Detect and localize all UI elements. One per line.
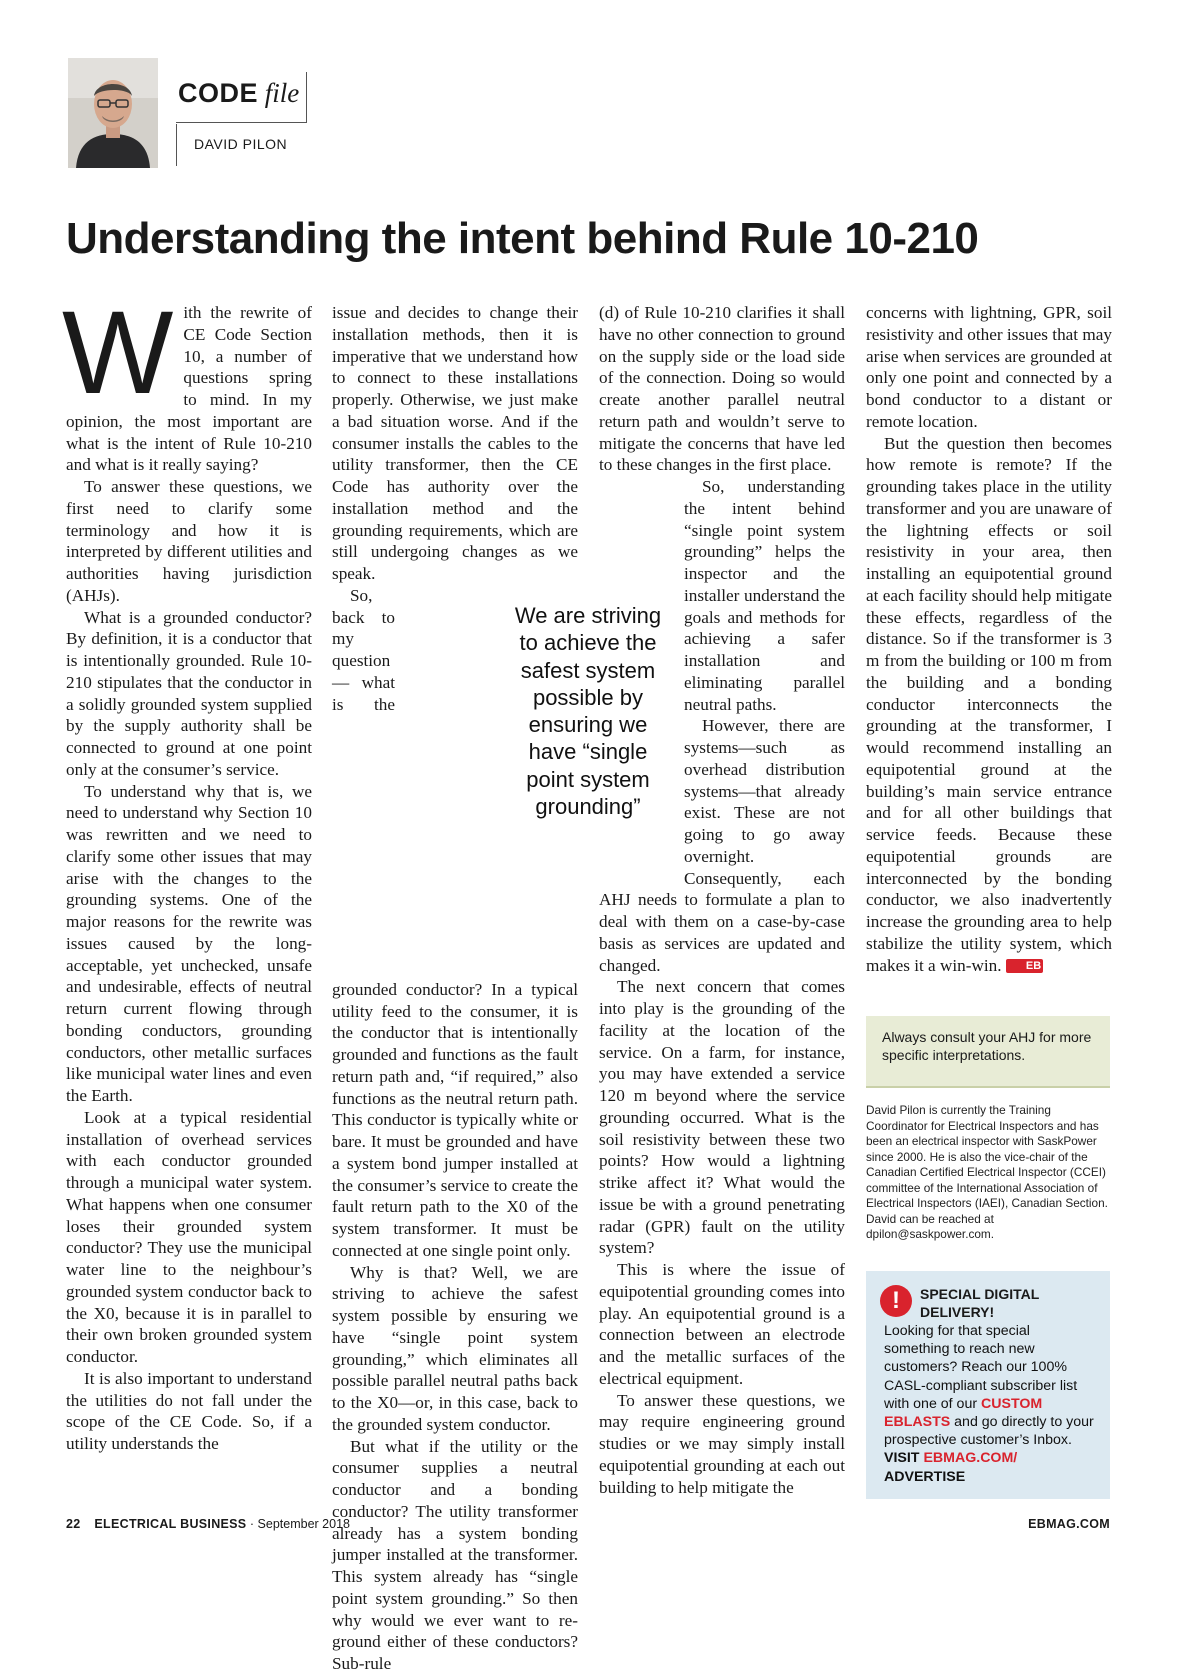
paragraph: So, back to my question — what is the grounded conductor? In a typical utility feed to the consumer, it is the conductor that is intentionally grounded and functions as the fault return path and, “if required,” also functions as the neutral return path. This conductor is typically white or bare. It must be grounded and have a system bond jumper installed at the consumer’s service to create the fault return path to the X0 of the system transformer. It must be connected at one single point only. <box>332 585 578 1260</box>
site-url[interactable]: EBMAG.COM <box>1028 1517 1110 1531</box>
article-headline: Understanding the intent behind Rule 10-210 <box>66 214 979 263</box>
section-label <box>178 78 299 109</box>
author-portrait-icon <box>68 58 158 168</box>
paragraph: concerns with lightning, GPR, soil resistivity and other issues that may arise when services are grounded at only one point and connected by a bond conductor to a distant or remote location. <box>866 303 1112 431</box>
promo-title: SPECIAL DIGITAL DELIVERY! <box>920 1286 1040 1320</box>
paragraph: To answer these questions, we first need to clarify some terminology and how it is interpreted by different utilities and authorities having jurisdiction (AHJs). <box>66 477 312 605</box>
paragraph: But what if the utility or the consumer supplies a neutral conductor and a bonding conductor? The utility transformer already has a system bonding jumper installed at the transformer. This system already has “single point system grounding.” So then why would we ever want to re-ground either of these conductors? Sub-rule <box>332 1436 578 1673</box>
page-number: 22 <box>66 1517 81 1531</box>
article-column-2 <box>332 302 578 1675</box>
paragraph: However, there are systems—such as overhead distribution systems—that already exist. These are not going to go away overnight. Consequently, each AHJ needs to formulate a plan to deal with them on a case-by-case basis as services are updated and changed. <box>599 716 845 975</box>
promo-highlight: CUSTOM EBLASTS <box>884 1395 1043 1431</box>
promo-link-tail[interactable]: ADVERTISE <box>884 1468 966 1485</box>
paragraph: What is a grounded conductor? By definition, it is a conductor that is intentionally grounded. Rule 10-210 stipulates that the conductor in a solidly grounded system supplied by the supply authority shall be connected to ground at one point only at the consumer’s service. <box>66 607 312 779</box>
paragraph: It is also important to understand the utilities do not fall under the scope of the CE Code. So, if a utility understands the <box>66 1368 312 1453</box>
paragraph: So, understanding the intent behind “single point system grounding” helps the inspector and the installer understand the goals and methods for achieving a safer installation and eliminating parallel neutral paths. <box>684 477 845 714</box>
paragraph: With the rewrite of CE Code Section 10, a number of questions spring to mind. In my opinion, the most important are what is the intent of Rule 10-210 and what is it really saying? <box>62 287 312 475</box>
paragraph: To understand why that is, we need to understand why Section 10 was rewritten and we need to clarify some other issues that may arise with the changes to the grounding systems. One of the major reasons for the rewrite was issues caused by the long-acceptable, yet unchecked, unsafe and undesirable, effects of neutral return current flowing through bonding conductors, grounding conductors, other metallic surfaces like municipal water lines and even the Earth. <box>66 781 312 1105</box>
issue-date: · September 2018 <box>249 1517 350 1531</box>
paragraph: (d) of Rule 10-210 clarifies it shall have no other connection to ground on the supply side or the load side of the connection. Doing so would create another parallel neutral return path and wouldn’t serve to mitigate the concerns that have led to these changes in the first place. <box>599 303 845 475</box>
section-label-italic: file <box>264 78 300 108</box>
page-footer <box>66 1517 350 1531</box>
pull-quote: We are striving to achieve the safest system possible by ensuring we have “single point system grounding” <box>514 603 662 820</box>
paragraph: But the question then becomes how remote is remote? If the grounding takes place in the utility transformer and you are unaware of the lightning effects or soil resistivity in your area, then installing an equipotential ground at each facility should help mitigate these effects, regardless of the distance. So if the transformer is 3 m from the building or 100 m from the building and a bonding conductor interconnects the grounding at the transformer, I would recommend installing an equipotential ground at the building’s main service entrance and for all other buildings that service feeds. Because these equipotential grounds are interconnected by the bonding conductor, we also inadvertently increase the grounding area to help stabilize the utility system, which makes it a win-win. EB <box>866 433 1112 975</box>
paragraph: issue and decides to change their installation methods, then it is imperative that we understand how to connect to these installations properly. Otherwise, we just make a bad situation worse. And if the consumer installs the cables to the utility transformer, then the CE Code has authority over the installation method and the grounding requirements, which are still undergoing changes as we speak. <box>332 303 578 583</box>
author-bio: David Pilon is currently the Training Coordinator for Electrical Inspectors and has been an electrical inspector with SaskPower since 2000. He is also the vice-chair of the Canadian Certified Electrical Inspector (CCEI) committee of the International Association of Electrical Inspectors (IAEI), Canadian Section. David can be reached at dpilon@saskpower.com. <box>866 1103 1108 1241</box>
promo-box <box>866 1271 1110 1499</box>
section-label-bold: CODE <box>178 78 259 108</box>
paragraph: Why is that? Well, we are striving to achieve the safest system possible by ensuring we have “single point system grounding,” which eliminates all possible parallel neutral paths back to the X0—or, in this case, back to the grounded system conductor. <box>332 1262 578 1434</box>
paragraph: To answer these questions, we may require engineering ground studies or we may simply install equipotential grounding at each out building to help mitigate the <box>599 1390 845 1497</box>
paragraph: The next concern that comes into play is the grounding of the facility at the location of the service. On a farm, for instance, you may have extended a service 120 m beyond where the service grounding occurred. What is the soil resistivity between these two points? How would a lightning strike affect it? What would the issue be with a ground penetrating radar (GPR) fault on the utility system? <box>599 977 845 1258</box>
paragraph: This is where the issue of equipotential grounding comes into play. An equipotential ground is a connection between an electrode and the metallic surfaces of the electrical equipment. <box>599 1260 845 1388</box>
author-byline: DAVID PILON <box>194 136 288 152</box>
article-column-4 <box>866 302 1112 976</box>
article-column-3 <box>599 302 845 1498</box>
drop-cap: W <box>62 287 174 419</box>
article-column-1 <box>62 287 312 1455</box>
consult-note: Always consult your AHJ for more specific interpretations. <box>882 1029 1092 1063</box>
author-photo <box>68 58 158 168</box>
magazine-name: ELECTRICAL BUSINESS <box>94 1517 247 1531</box>
alert-icon: ! <box>880 1285 912 1317</box>
byline-rule <box>176 124 177 166</box>
promo-link[interactable]: EBMAG.COM/ <box>923 1450 1018 1467</box>
paragraph: Look at a typical residential installation of overhead services with each conductor grounded through a municipal water system. What happens when one consumer loses their grounded system conductor? They use the municipal water line to the neighbour’s grounded system conductor back to the X0, because it is in parallel to their own broken grounded system conductor. <box>66 1107 312 1366</box>
consult-note-box <box>866 1016 1110 1088</box>
promo-body: Looking for that special something to reach new customers? Reach our 100% CASL-compliant subscriber list with one of our CUSTOM EBLASTS and go directly to your prospective customer’s Inbox. VISIT EBMAG.COM/ ADVERTISE <box>884 1323 1094 1485</box>
end-mark-icon: EB <box>1006 959 1043 973</box>
